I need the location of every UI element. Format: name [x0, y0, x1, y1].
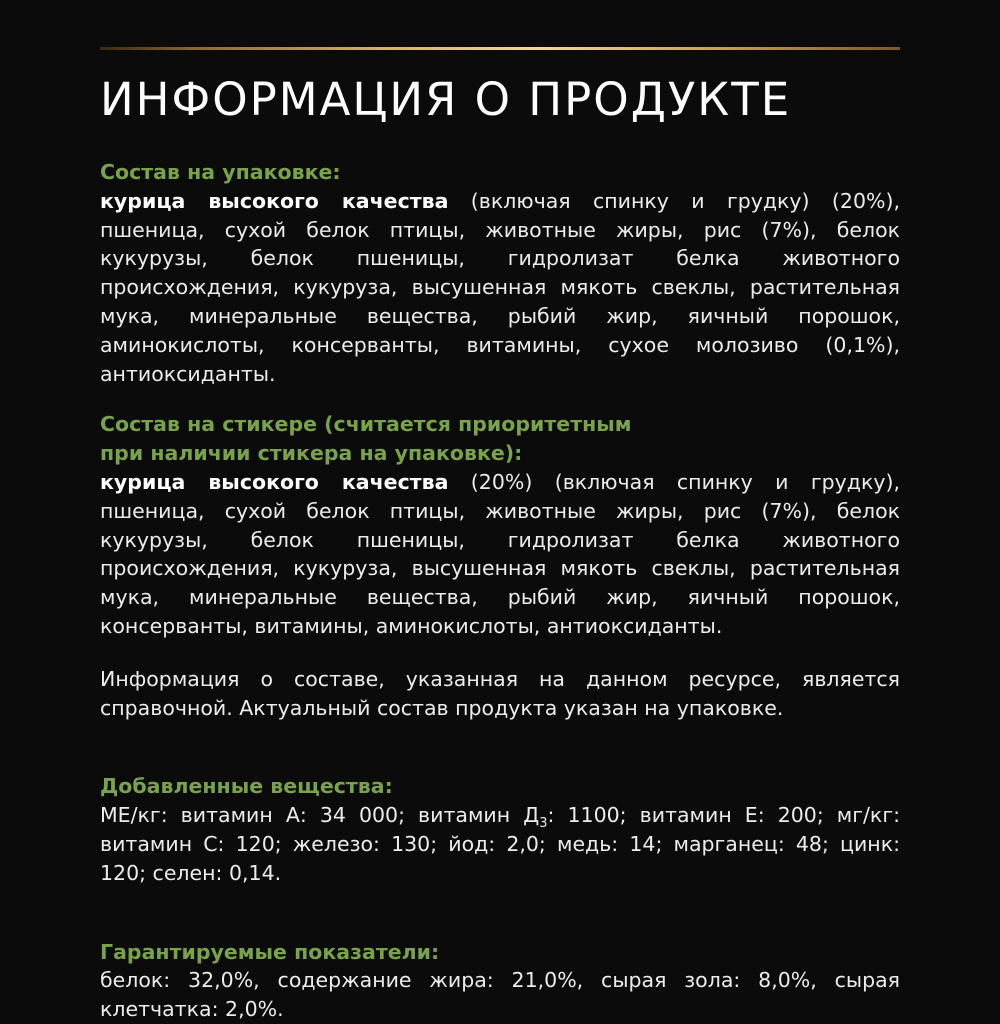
package-composition-text [100, 187, 900, 389]
sticker-composition-body: (20%) (включая спинку и грудку), пшеница, сухой белок птицы, животные жиры, рис (7%), белок кукурузы, белок пшеницы, гидролизат белка животного происхождения, кукуруза, высушенная мякоть свеклы, растительная мука, минеральные вещества, рыбий жир, яичный порошок, консерванты, витамины, аминокислоты, антиоксиданты. [100, 469, 900, 638]
sticker-composition-text [100, 468, 900, 641]
package-composition-heading: Состав на упаковке: [100, 160, 341, 184]
guaranteed-heading: Гарантируемые показатели: [100, 939, 440, 964]
sticker-composition-heading [100, 410, 900, 468]
guaranteed-text: белок: 32,0%, содержание жира: 21,0%, сырая зола: 8,0%, сырая клетчатка: 2,0%. [100, 968, 900, 1022]
additives-subscript: 3 [539, 816, 548, 832]
product-info-content [100, 158, 900, 1024]
disclaimer-text: Информация о составе, указанная на данном ресурсе, является справочной. Актуальный состав продукта указан на упаковке. [100, 666, 900, 720]
additives-text-part1: МЕ/кг: витамин А: 34 000; витамин Д [100, 803, 540, 828]
additives-heading: Добавленные вещества: [100, 774, 393, 799]
sticker-heading-line1: Состав на стикере (считается приоритетным [100, 412, 632, 437]
page-title: ИНФОРМАЦИЯ О ПРОДУКТЕ [100, 73, 792, 126]
package-composition-body: (включая спинку и грудку) (20%), пшеница, сухой белок птицы, животные жиры, рис (7%), белок кукурузы, белок пшеницы, гидролизат белка животного происхождения, кукуруза, высушенная мякоть свеклы, растительная мука, минеральные вещества, рыбий жир, яичный порошок, аминокислоты, консерванты, витамины, сухое молозиво (0,1%), антиоксиданты. [100, 188, 900, 386]
additives-text-part2: : 1100; витамин Е: 200; мг/кг: витамин С: 120; железо: 130; йод: 2,0; медь: 14; марганец: 48; цинк: 120; селен: 0,14. [100, 803, 900, 885]
sticker-composition-highlight: курица высокого качества [100, 469, 449, 494]
additives-text [100, 801, 900, 887]
gold-divider [100, 47, 900, 50]
package-composition-highlight: курица высокого качества [100, 188, 449, 213]
sticker-heading-line2: при наличии стикера на упаковке): [100, 441, 523, 466]
